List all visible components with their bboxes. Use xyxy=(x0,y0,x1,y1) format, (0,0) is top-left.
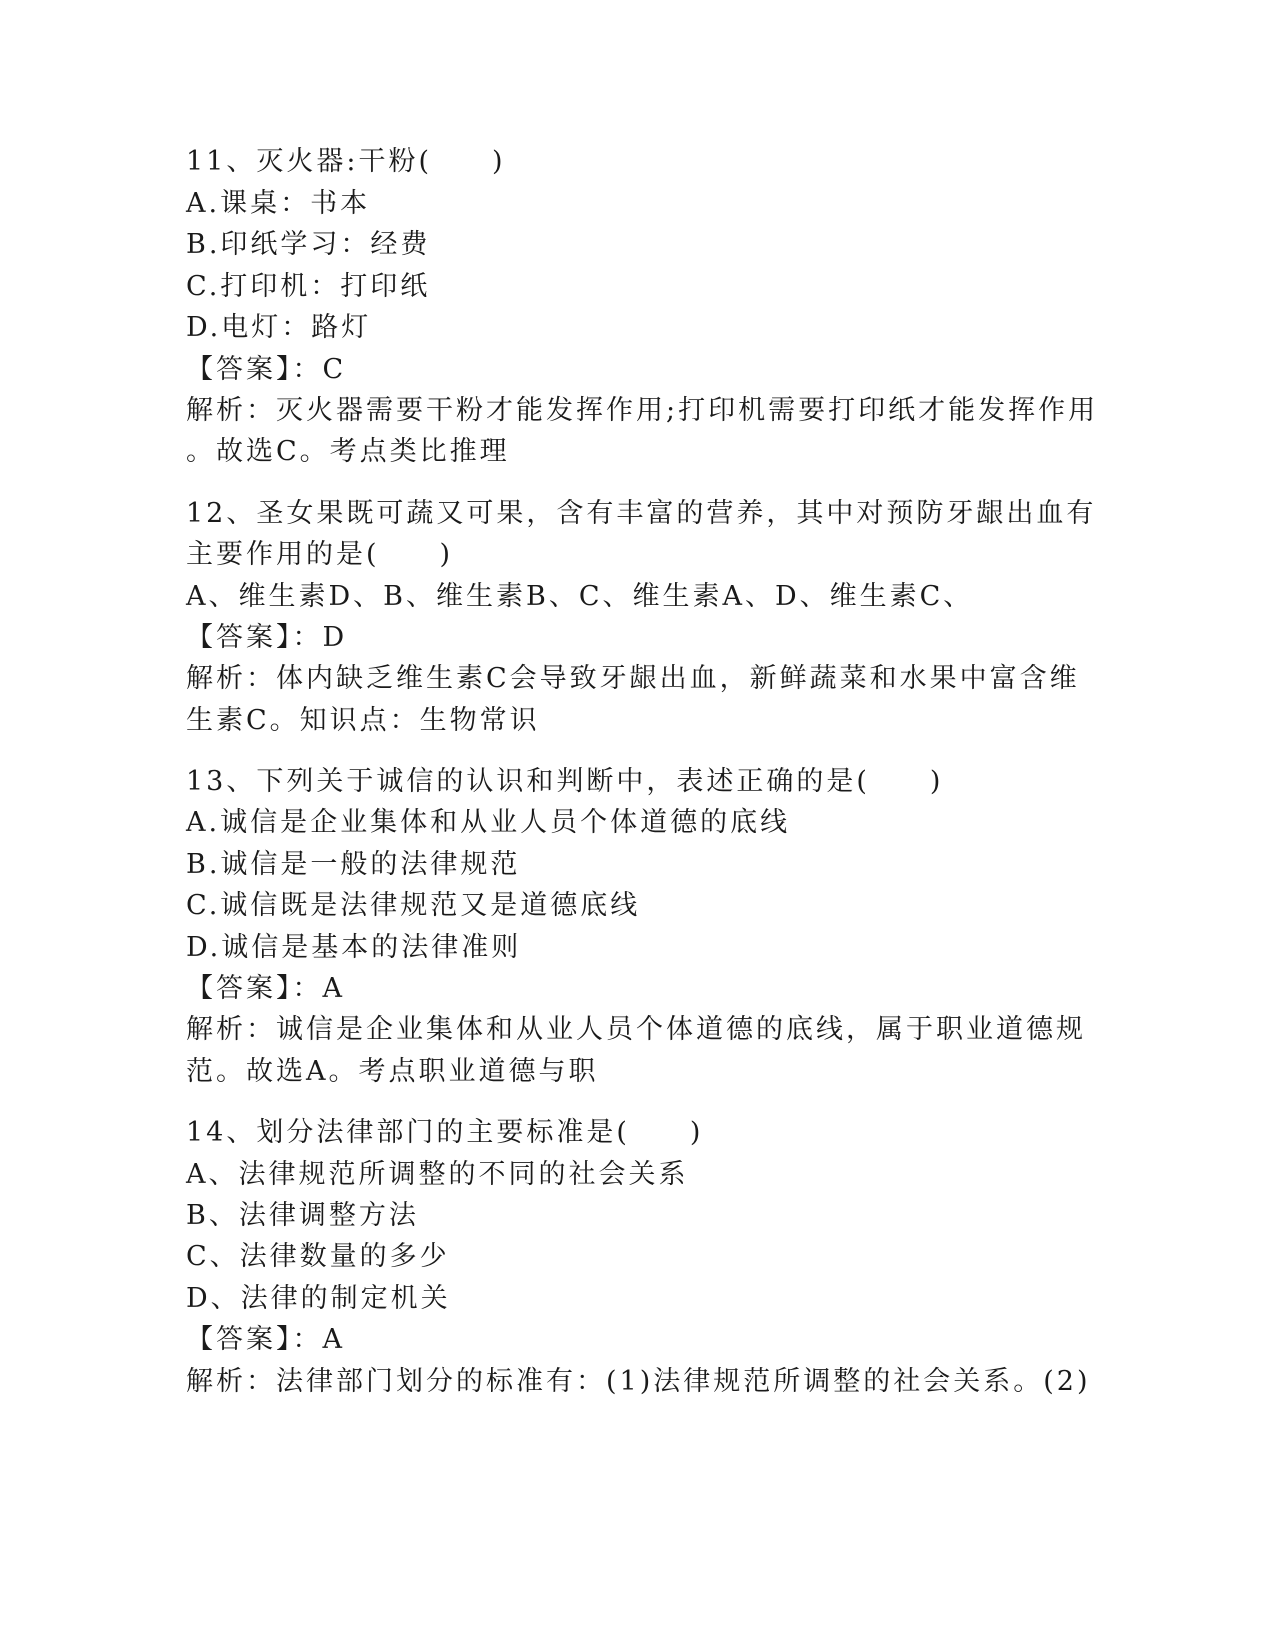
explanation-line: 生素C。知识点：生物常识 xyxy=(186,705,540,736)
question-stem: 14、划分法律部门的主要标准是( ) xyxy=(186,1117,704,1148)
answer: 【答案】：D xyxy=(186,622,348,653)
option-a: A.诚信是企业集体和从业人员个体道德的底线 xyxy=(186,807,791,838)
answer: 【答案】：A xyxy=(186,1324,345,1355)
option-c: C、法律数量的多少 xyxy=(186,1241,450,1272)
option-a: A.课桌：书本 xyxy=(186,188,371,219)
option-b: B、法律调整方法 xyxy=(186,1200,419,1231)
question-stem: 12、圣女果既可蔬又可果，含有丰富的营养，其中对预防牙龈出血有 xyxy=(186,498,1097,529)
answer: 【答案】：C xyxy=(186,354,347,385)
explanation-line: 。故选C。考点类比推理 xyxy=(186,436,510,467)
option-d: D.电灯：路灯 xyxy=(186,312,372,343)
option-b: B.印纸学习：经费 xyxy=(186,229,431,260)
option-d: D、法律的制定机关 xyxy=(186,1283,451,1314)
option-b: B.诚信是一般的法律规范 xyxy=(186,849,521,880)
option-a: A、法律规范所调整的不同的社会关系 xyxy=(186,1159,689,1190)
answer: 【答案】：A xyxy=(186,973,345,1004)
option-d: D.诚信是基本的法律准则 xyxy=(186,932,522,963)
question-stem: 11、灭火器:干粉( ) xyxy=(186,146,506,177)
option-c: C.诚信既是法律规范又是道德底线 xyxy=(186,890,641,921)
explanation-line: 解析：体内缺乏维生素C会导致牙龈出血，新鲜蔬菜和水果中富含维 xyxy=(186,663,1080,694)
explanation-line: 解析：灭火器需要干粉才能发挥作用;打印机需要打印纸才能发挥作用 xyxy=(186,395,1099,426)
explanation-line: 解析：诚信是企业集体和从业人员个体道德的底线，属于职业道德规 xyxy=(186,1014,1086,1045)
explanation-line: 解析：法律部门划分的标准有：(1)法律规范所调整的社会关系。(2) xyxy=(186,1366,1091,1397)
option-c: C.打印机：打印纸 xyxy=(186,271,431,302)
question-stem: 13、下列关于诚信的认识和判断中，表述正确的是( ) xyxy=(186,766,944,797)
explanation-line: 范。故选A。考点职业道德与职 xyxy=(186,1056,599,1087)
question-stem: 主要作用的是( ) xyxy=(186,539,454,570)
options-line: A、维生素D、B、维生素B、C、维生素A、D、维生素C、 xyxy=(186,581,974,612)
